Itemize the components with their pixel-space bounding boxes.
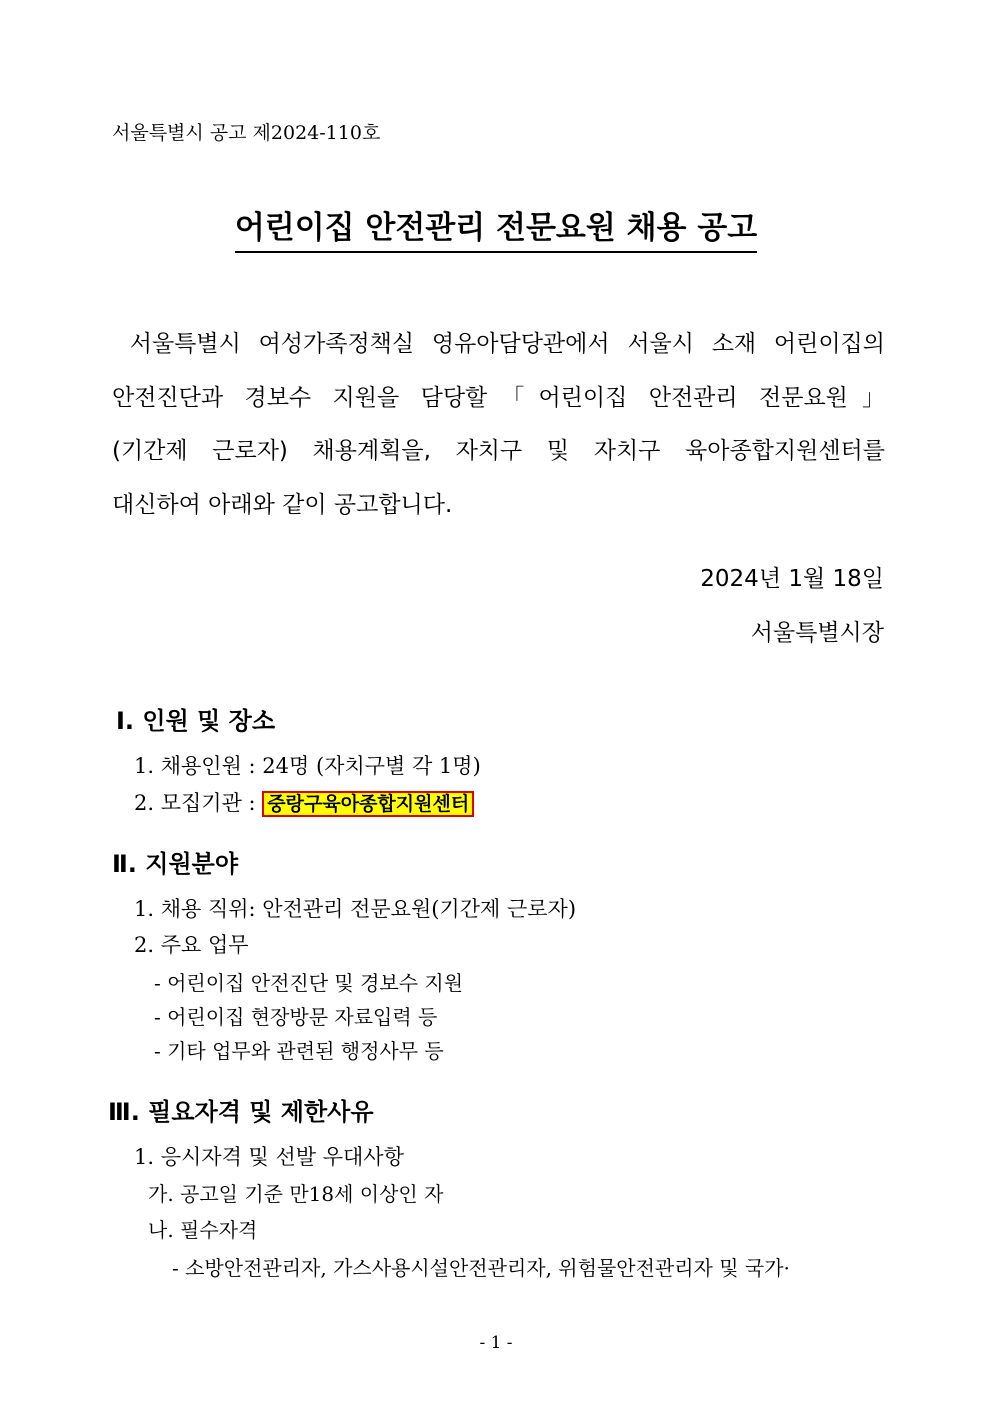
intro-line: 서울특별시 여성가족정책실 영유아담당관에서 서울시 소재 어린이집의 [112, 331, 885, 357]
section-heading: Ⅲ. 필요자격 및 제한사유 [108, 1098, 374, 1126]
list-item: 나. 필수자격 [148, 1218, 258, 1242]
list-item: - 어린이집 안전진단 및 경보수 지원 [154, 971, 464, 995]
list-item: 2. 주요 업무 [134, 933, 249, 957]
list-item: 1. 채용인원 : 24명 (자치구별 각 1명) [134, 754, 481, 778]
intro-line: (기간제 근로자) 채용계획을, 자치구 및 자치구 육아종합지원센터를 [112, 438, 885, 465]
document-title-text: 어린이집 안전관리 전문요원 채용 공고 [235, 206, 757, 253]
highlighted-agency: 중랑구육아종합지원센터 [262, 791, 474, 817]
document-title [0, 206, 992, 253]
intro-paragraph [112, 318, 885, 533]
page-number: - 1 - [479, 1333, 513, 1353]
notice-number: 서울특별시 공고 제2024-110호 [112, 122, 381, 144]
section-heading: Ⅱ. 지원분야 [112, 850, 239, 878]
list-item [134, 787, 474, 817]
issue-date: 2024년 1월 18일 [700, 566, 884, 592]
list-item-label: 2. 모집기관 : [134, 791, 263, 815]
list-item: 가. 공고일 기준 만18세 이상인 자 [148, 1182, 444, 1206]
intro-line: 안전진단과 경보수 지원을 담당할「어린이집 안전관리 전문요원」 [112, 384, 885, 411]
issuer: 서울특별시장 [750, 620, 884, 646]
section-heading: Ⅰ. 인원 및 장소 [116, 707, 276, 735]
list-item: - 기타 업무와 관련된 행정사무 등 [154, 1039, 444, 1063]
list-item: - 소방안전관리자, 가스사용시설안전관리자, 위험물안전관리자 및 국가· [172, 1256, 790, 1280]
list-item: 1. 채용 직위: 안전관리 전문요원(기간제 근로자) [134, 897, 577, 921]
intro-line: 대신하여 아래와 같이 공고합니다. [112, 492, 453, 519]
list-item: 1. 응시자격 및 선발 우대사항 [134, 1145, 404, 1169]
list-item: - 어린이집 현장방문 자료입력 등 [154, 1005, 438, 1029]
